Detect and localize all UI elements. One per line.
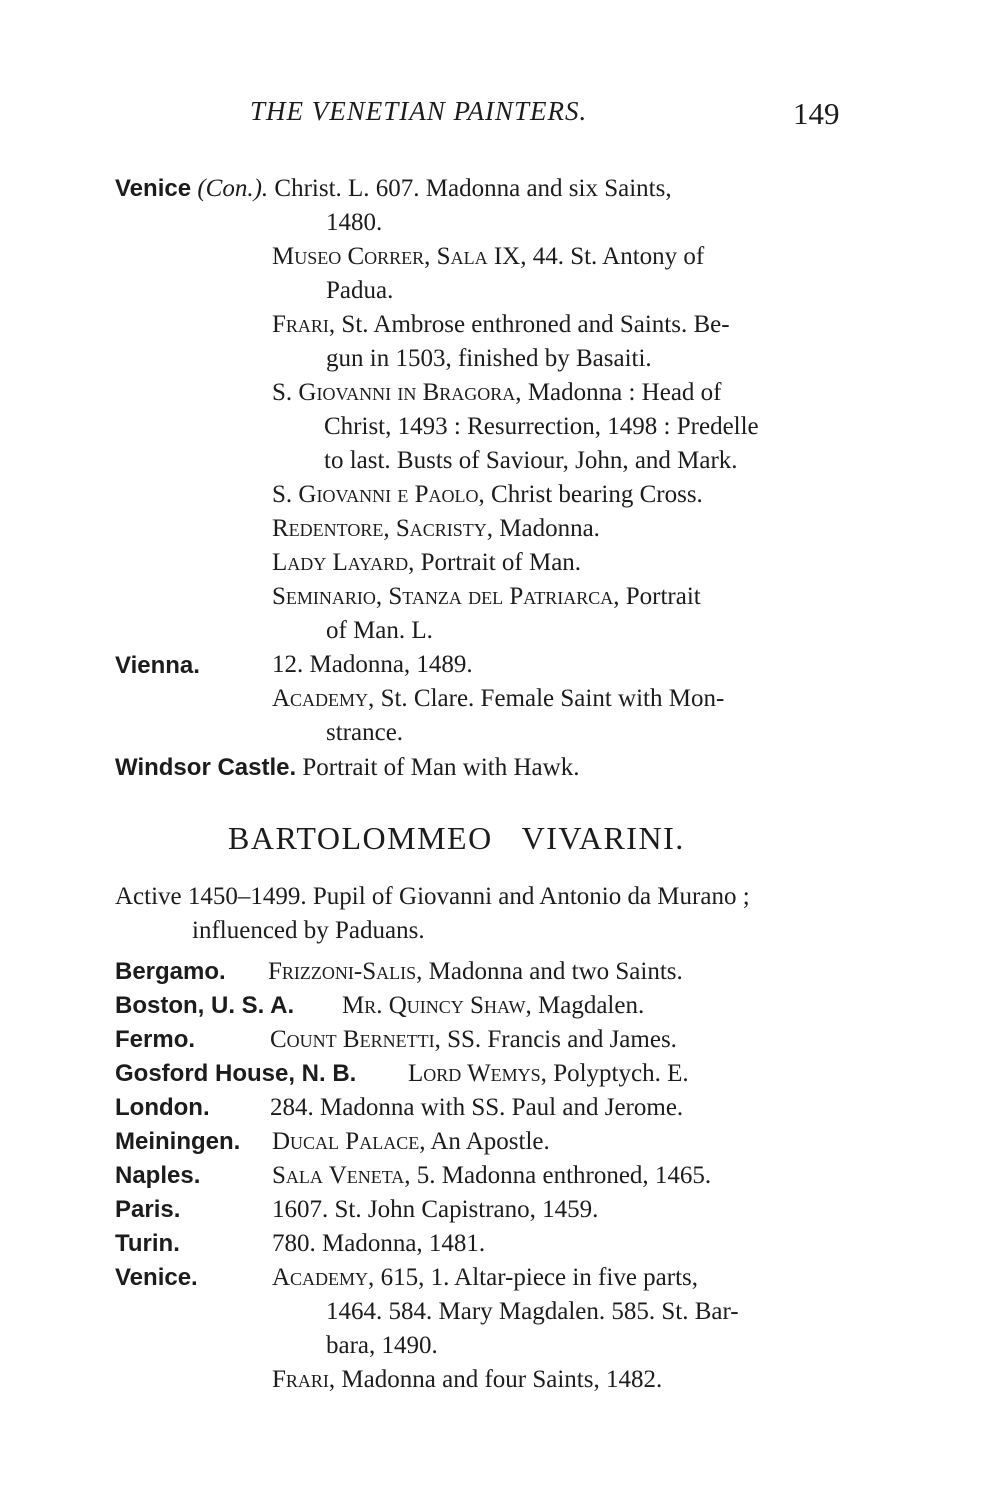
entry-text: 5. Madonna enthroned, 1465. [410, 1162, 712, 1189]
collection-name: Frari, [272, 311, 336, 338]
entry-text: Portrait of Man with Hawk. [302, 754, 580, 781]
entry-text: St. Ambrose enthroned and Saints. Be- [335, 311, 730, 338]
entry-line [115, 1125, 240, 1159]
entry-line: 780. Madonna, 1481. [272, 1230, 486, 1257]
entry-line [115, 1091, 210, 1125]
collection-name: Frari, [272, 1366, 336, 1393]
entry-line [268, 955, 683, 989]
page-number: 149 [793, 96, 840, 131]
entry-line: 1607. St. John Capistrano, 1459. [272, 1196, 599, 1223]
entry-text: S. [272, 481, 299, 508]
place-london: London. [115, 1094, 210, 1121]
entry-text: Madonna. [493, 515, 600, 542]
place-turin: Turin. [115, 1230, 180, 1257]
entry-line [272, 376, 722, 410]
entry-line [115, 751, 579, 785]
entry-line: of Man. L. [326, 617, 433, 644]
collection-name: Ducal Palace, [272, 1128, 426, 1155]
entry-line: 1480. [326, 209, 383, 236]
place-windsor-castle: Windsor Castle. [115, 754, 297, 781]
entry-text: SS. Francis and James. [440, 1026, 677, 1053]
entry-line [115, 1261, 198, 1295]
collection-name: Giovanni in Bragora, [298, 379, 522, 406]
collection-name: Academy, [272, 685, 375, 712]
place-paris: Paris. [115, 1196, 181, 1223]
entry-line: 12. Madonna, 1489. [272, 651, 473, 678]
entry-line: Christ, 1493 : Resurrection, 1498 : Predelle [324, 413, 759, 440]
collection-name: Seminario, Stanza del Patriarca, [272, 583, 620, 610]
entry-line [115, 1057, 356, 1091]
place-venice: Venice [115, 175, 192, 202]
entry-line [272, 580, 701, 614]
place-bergamo: Bergamo. [115, 958, 226, 985]
entry-line: 284. Madonna with SS. Paul and Jerome. [270, 1094, 684, 1121]
collection-name: Giovanni e Paolo, [298, 481, 485, 508]
entry-line [272, 240, 704, 274]
entry-line [272, 546, 581, 580]
entry-line [115, 1227, 180, 1261]
entry-line [272, 1159, 711, 1193]
collection-name: Museo Correr, Sala IX, [272, 243, 527, 270]
entry-line [115, 1193, 180, 1227]
entry-line: strance. [326, 719, 404, 746]
place-fermo: Fermo. [115, 1026, 196, 1053]
entry-line: bara, 1490. [326, 1332, 438, 1359]
entry-line [272, 1261, 698, 1295]
entry-line: to last. Busts of Saviour, John, and Mark. [324, 447, 738, 474]
entry-line [115, 1159, 200, 1193]
entry-line [272, 682, 724, 716]
venice-entry-line-1 [115, 172, 672, 206]
entry-text: Polyptych. E. [546, 1060, 689, 1087]
entry-text: An Apostle. [425, 1128, 550, 1155]
entry-text: Madonna and two Saints. [422, 958, 683, 985]
collection-name: Academy, [272, 1264, 375, 1291]
running-title: THE VENETIAN PAINTERS. [250, 96, 588, 126]
collection-name: Redentore, Sacristy, [272, 515, 493, 542]
entry-line [270, 1023, 677, 1057]
place-naples: Naples. [115, 1162, 201, 1189]
entry-line: Padua. [326, 277, 394, 304]
entry-text: Portrait [619, 583, 701, 610]
entry-text: Madonna : Head of [521, 379, 722, 406]
entry-text: 44. St. Antony of [526, 243, 705, 270]
entry-text: S. [272, 379, 299, 406]
collection-name: Mr. Quincy Shaw, [342, 992, 532, 1019]
place-meiningen: Meiningen. [115, 1128, 241, 1155]
entry-line [272, 308, 730, 342]
entry-text: Christ. L. 607. Madonna and six Saints, [274, 175, 672, 202]
place-venice: Venice. [115, 1264, 198, 1291]
entry-line [272, 1363, 662, 1397]
entry-text: Madonna and four Saints, 1482. [335, 1366, 663, 1393]
intro-line: Active 1450–1499. Pupil of Giovanni and Antonio da Murano ; [115, 883, 750, 910]
entry-line [408, 1057, 689, 1091]
entry-line [342, 989, 644, 1023]
entry-line [272, 478, 703, 512]
entry-text: Magdalen. [531, 992, 645, 1019]
place-boston: Boston, U. S. A. [115, 992, 295, 1019]
entry-line [115, 955, 226, 989]
continuation-note: (Con.). [197, 175, 269, 202]
collection-name: Lady Layard, [272, 549, 415, 576]
entry-text: Christ bearing Cross. [484, 481, 703, 508]
section-heading: BARTOLOMMEO VIVARINI. [228, 820, 685, 856]
collection-name: Sala Veneta, [272, 1162, 411, 1189]
entry-line [272, 512, 600, 546]
entry-line [115, 1023, 195, 1057]
place-gosford-house: Gosford House, N. B. [115, 1060, 357, 1087]
place-vienna: Vienna. [115, 652, 200, 679]
entry-line [272, 1125, 550, 1159]
entry-line: 1464. 584. Mary Magdalen. 585. St. Bar- [326, 1298, 739, 1325]
collection-name: Count Bernetti, [270, 1026, 441, 1053]
entry-line [115, 989, 294, 1023]
intro-line: influenced by Paduans. [192, 917, 425, 944]
entry-text: 615, 1. Altar-piece in five parts, [374, 1264, 699, 1291]
entry-text: Portrait of Man. [414, 549, 582, 576]
collection-name: Frizzoni-Salis, [268, 958, 423, 985]
entry-text: St. Clare. Female Saint with Mon- [374, 685, 725, 712]
entry-line: gun in 1503, finished by Basaiti. [326, 345, 652, 372]
collection-name: Lord Wemys, [408, 1060, 547, 1087]
